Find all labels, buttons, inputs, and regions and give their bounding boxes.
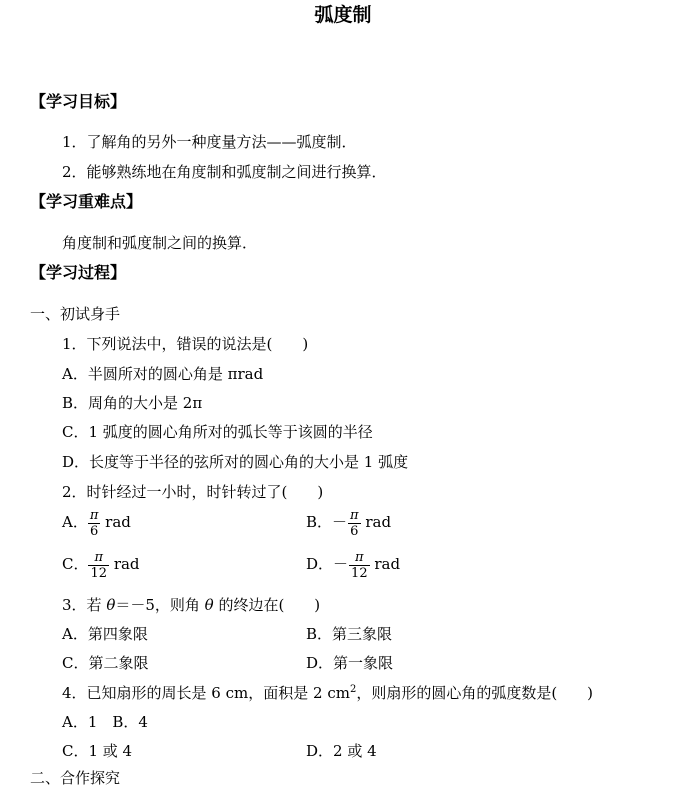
section-key-points: 【学习重难点】 — [30, 192, 143, 211]
q2-a-den: 6 — [89, 523, 99, 539]
q1-option-c: C．1 弧度的圆心角所对的弧长等于该圆的半径 — [62, 423, 373, 441]
q2-a-fraction — [88, 508, 101, 539]
q4-option-ab: A．1 B．4 — [62, 713, 148, 731]
q3-theta-2: θ — [204, 596, 214, 614]
q2-a-num: π — [89, 507, 99, 523]
q2-d-sign: － — [333, 555, 349, 573]
q2-option-b — [306, 506, 391, 539]
part2-heading: 二、合作探究 — [30, 769, 121, 787]
q2-c-fraction — [88, 550, 109, 581]
key-points-text: 角度制和弧度制之间的换算． — [62, 234, 258, 252]
part1-heading: 一、初试身手 — [30, 305, 121, 323]
q4-stem-b: ，则扇形的圆心角的弧度数是( ) — [356, 684, 594, 702]
q3-stem — [62, 595, 320, 615]
q2-c-den: 12 — [90, 565, 108, 581]
q2-d-unit: rad — [374, 555, 401, 573]
q1-option-a: A．半圆所对的圆心角是 πrad — [62, 365, 264, 383]
q2-a-label: A． — [62, 513, 88, 531]
q4-stem-sup: 2 — [349, 684, 357, 695]
q2-d-den: 12 — [351, 565, 368, 581]
q2-a-unit: rad — [105, 513, 131, 531]
q2-b-fraction — [348, 508, 361, 539]
q1-stem: 1．下列说法中，错误的说法是( ) — [62, 335, 309, 353]
page-title: 弧度制 — [314, 4, 372, 26]
q1-option-b: B．周角的大小是 2π — [62, 394, 203, 412]
q3-option-b: B．第三象限 — [306, 625, 393, 643]
q1-option-d: D．长度等于半径的弦所对的圆心角的大小是 1 弧度 — [62, 453, 409, 471]
q2-d-num: π — [349, 550, 370, 566]
q3-option-d: D．第一象限 — [306, 654, 394, 672]
q4-stem — [62, 683, 593, 703]
q2-b-unit: rad — [365, 513, 392, 531]
q2-b-num: π — [350, 507, 359, 523]
objective-2: 2．能够熟练地在角度制和弧度制之间进行换算． — [62, 163, 387, 181]
q2-stem: 2．时针经过一小时，时针转过了( ) — [62, 483, 324, 501]
q3-stem-c: 的终边在( ) — [213, 596, 321, 614]
q3-theta-1: θ — [106, 596, 116, 614]
section-process: 【学习过程】 — [30, 263, 127, 282]
q3-stem-b: ＝－5，则角 — [115, 596, 205, 614]
q2-d-label: D． — [306, 555, 334, 573]
q2-d-fraction — [349, 550, 370, 581]
q2-c-label: C． — [62, 555, 89, 573]
q2-option-a — [62, 506, 131, 539]
q3-option-c: C．第二象限 — [62, 654, 149, 672]
q4-option-c: C．1 或 4 — [62, 742, 133, 760]
objective-1: 1．了解角的另外一种度量方法——弧度制． — [62, 133, 357, 151]
q4-option-d: D．2 或 4 — [306, 742, 377, 760]
q2-option-d — [306, 548, 400, 581]
q2-c-num: π — [88, 550, 109, 566]
q2-option-c — [62, 548, 140, 581]
q4-stem-a: 4．已知扇形的周长是 6 cm，面积是 2 cm — [62, 684, 350, 702]
q2-b-label: B． — [306, 513, 333, 531]
q2-b-den: 6 — [350, 523, 359, 539]
q2-c-unit: rad — [113, 555, 140, 573]
q3-stem-a: 3．若 — [62, 596, 107, 614]
q3-option-a: A．第四象限 — [62, 625, 148, 643]
section-objectives: 【学习目标】 — [30, 92, 127, 111]
q2-b-sign: － — [332, 513, 348, 531]
